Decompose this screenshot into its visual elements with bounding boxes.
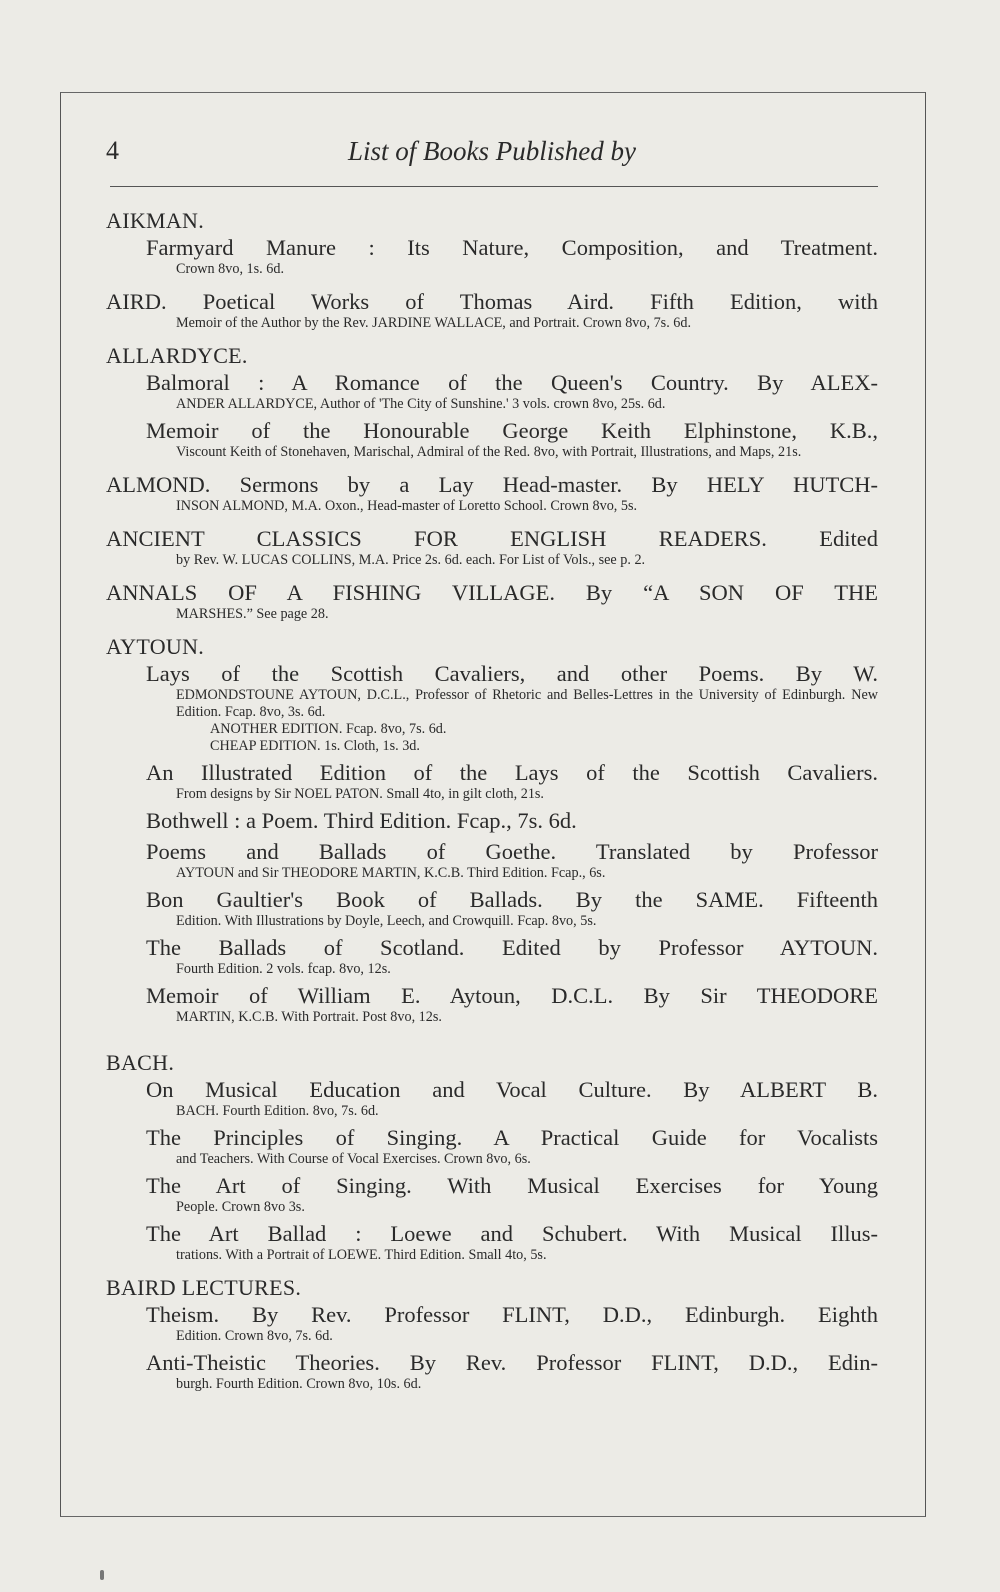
book-title: Bothwell : a Poem. Third Edition. Fcap., 7s. 6d. xyxy=(146,808,577,833)
book-title: Lays of the Scottish Cavaliers, and other Poems. By W. xyxy=(146,661,878,686)
book-details: trations. With a Portrait of LOEWE. Third Edition. Small 4to, 5s. xyxy=(176,1247,547,1263)
book-details: INSON ALMOND, M.A. Oxon., Head-master of Loretto School. Crown 8vo, 5s. xyxy=(176,498,638,514)
book-details: AYTOUN and Sir THEODORE MARTIN, K.C.B. Third Edition. Fcap., 6s. xyxy=(176,865,606,881)
list-item xyxy=(106,1349,878,1393)
book-title: Poems and Ballads of Goethe. Translated by Professor xyxy=(146,839,878,864)
author-heading: AYTOUN. xyxy=(106,634,205,659)
list-item xyxy=(106,417,878,461)
book-title xyxy=(106,471,878,498)
author-heading: BACH. xyxy=(106,1050,175,1075)
author-heading: ANCIENT CLASSICS FOR ENGLISH READERS. xyxy=(106,526,767,551)
book-title-text: Poetical Works of Thomas Aird. Fifth Edition, with xyxy=(202,289,879,314)
book-title-text: Sermons by a Lay Head-master. By HELY HUTCH- xyxy=(239,472,879,497)
page-header xyxy=(106,136,878,176)
list-item xyxy=(106,838,878,882)
book-details: by Rev. W. LUCAS COLLINS, M.A. Price 2s. 6d. each. For List of Vols., see p. 2. xyxy=(176,552,646,568)
book-title: Theism. By Rev. Professor FLINT, D.D., Edinburgh. Eighth xyxy=(146,1302,878,1327)
book-title: The Art Ballad : Loewe and Schubert. With Musical Illus- xyxy=(146,1221,878,1246)
book-details: Crown 8vo, 1s. 6d. xyxy=(176,261,284,277)
book-details: EDMONDSTOUNE AYTOUN, D.C.L., Professor of Rhetoric and Belles-Lettres in the University of Edinburgh. New Edition. Fcap. 8vo, 3s. 6d. xyxy=(176,687,878,720)
book-title-text: By “A SON OF THE xyxy=(585,580,878,605)
list-item xyxy=(106,1301,878,1345)
book-title: Anti-Theistic Theories. By Rev. Professor FLINT, D.D., Edin- xyxy=(146,1350,878,1375)
list-item xyxy=(106,807,878,834)
book-details: Edition. Crown 8vo, 7s. 6d. xyxy=(176,1328,333,1344)
list-item xyxy=(106,1220,878,1264)
book-title: Memoir of the Honourable George Keith Elphinstone, K.B., xyxy=(146,418,878,443)
list-item xyxy=(106,934,878,978)
author-heading: ALLARDYCE. xyxy=(106,343,248,368)
book-title: An Illustrated Edition of the Lays of the Scottish Cavaliers. xyxy=(146,760,878,785)
book-title: Farmyard Manure : Its Nature, Composition, and Treatment. xyxy=(146,235,878,260)
book-details: MARSHES.” See page 28. xyxy=(176,606,329,622)
list-item xyxy=(106,1124,878,1168)
book-details: burgh. Fourth Edition. Crown 8vo, 10s. 6d. xyxy=(176,1376,422,1392)
book-title xyxy=(106,288,878,315)
list-item xyxy=(106,982,878,1026)
list-item xyxy=(106,886,878,930)
book-details: From designs by Sir NOEL PATON. Small 4to, in gilt cloth, 21s. xyxy=(176,786,544,802)
ink-speck xyxy=(100,1570,104,1580)
author-heading: ANNALS OF A FISHING VILLAGE. xyxy=(106,580,555,605)
book-title: On Musical Education and Vocal Culture. By ALBERT B. xyxy=(146,1077,878,1102)
list-item xyxy=(106,759,878,803)
list-item xyxy=(106,660,878,755)
book-details: Edition. With Illustrations by Doyle, Leech, and Crowquill. Fcap. 8vo, 5s. xyxy=(176,913,597,929)
page-number: 4 xyxy=(106,136,119,165)
edition-note: ANOTHER EDITION. Fcap. 8vo, 7s. 6d. xyxy=(210,721,447,737)
list-item xyxy=(106,1172,878,1216)
list-item xyxy=(106,234,878,278)
book-title xyxy=(106,579,878,606)
book-title: The Ballads of Scotland. Edited by Professor AYTOUN. xyxy=(146,935,878,960)
book-details: Viscount Keith of Stonehaven, Marischal, Admiral of the Red. 8vo, with Portrait, Illustrations, and Maps, 21s. xyxy=(176,444,802,460)
list-item xyxy=(106,288,878,332)
book-title-text: Edited xyxy=(819,526,878,551)
book-title xyxy=(106,525,878,552)
edition-note: CHEAP EDITION. 1s. Cloth, 1s. 3d. xyxy=(210,738,420,754)
book-details: BACH. Fourth Edition. 8vo, 7s. 6d. xyxy=(176,1103,379,1119)
book-title: Bon Gaultier's Book of Ballads. By the SAME. Fifteenth xyxy=(146,887,878,912)
book-details: ANDER ALLARDYCE, Author of 'The City of Sunshine.' 3 vols. crown 8vo, 25s. 6d. xyxy=(176,396,666,412)
book-details: MARTIN, K.C.B. With Portrait. Post 8vo, 12s. xyxy=(176,1009,442,1025)
book-details: Fourth Edition. 2 vols. fcap. 8vo, 12s. xyxy=(176,961,391,977)
author-heading: BAIRD LECTURES. xyxy=(106,1275,302,1300)
list-item xyxy=(106,525,878,569)
author-heading: ALMOND. xyxy=(106,472,211,497)
author-heading: AIKMAN. xyxy=(106,208,205,233)
book-title: Balmoral : A Romance of the Queen's Country. By ALEX- xyxy=(146,370,878,395)
list-item xyxy=(106,579,878,623)
header-rule xyxy=(110,186,878,187)
list-item xyxy=(106,471,878,515)
book-title: The Principles of Singing. A Practical Guide for Vocalists xyxy=(146,1125,878,1150)
catalogue-list xyxy=(106,208,878,1393)
author-heading: AIRD. xyxy=(106,289,167,314)
running-title: List of Books Published by xyxy=(348,136,636,166)
book-details: and Teachers. With Course of Vocal Exercises. Crown 8vo, 6s. xyxy=(176,1151,531,1167)
book-title: Memoir of William E. Aytoun, D.C.L. By Sir THEODORE xyxy=(146,983,878,1008)
book-details: Memoir of the Author by the Rev. JARDINE WALLACE, and Portrait. Crown 8vo, 7s. 6d. xyxy=(176,315,692,331)
section-spacer xyxy=(106,1026,878,1050)
book-title: The Art of Singing. With Musical Exercises for Young xyxy=(146,1173,878,1198)
list-item xyxy=(106,1076,878,1120)
list-item xyxy=(106,369,878,413)
book-details: People. Crown 8vo 3s. xyxy=(176,1199,305,1215)
